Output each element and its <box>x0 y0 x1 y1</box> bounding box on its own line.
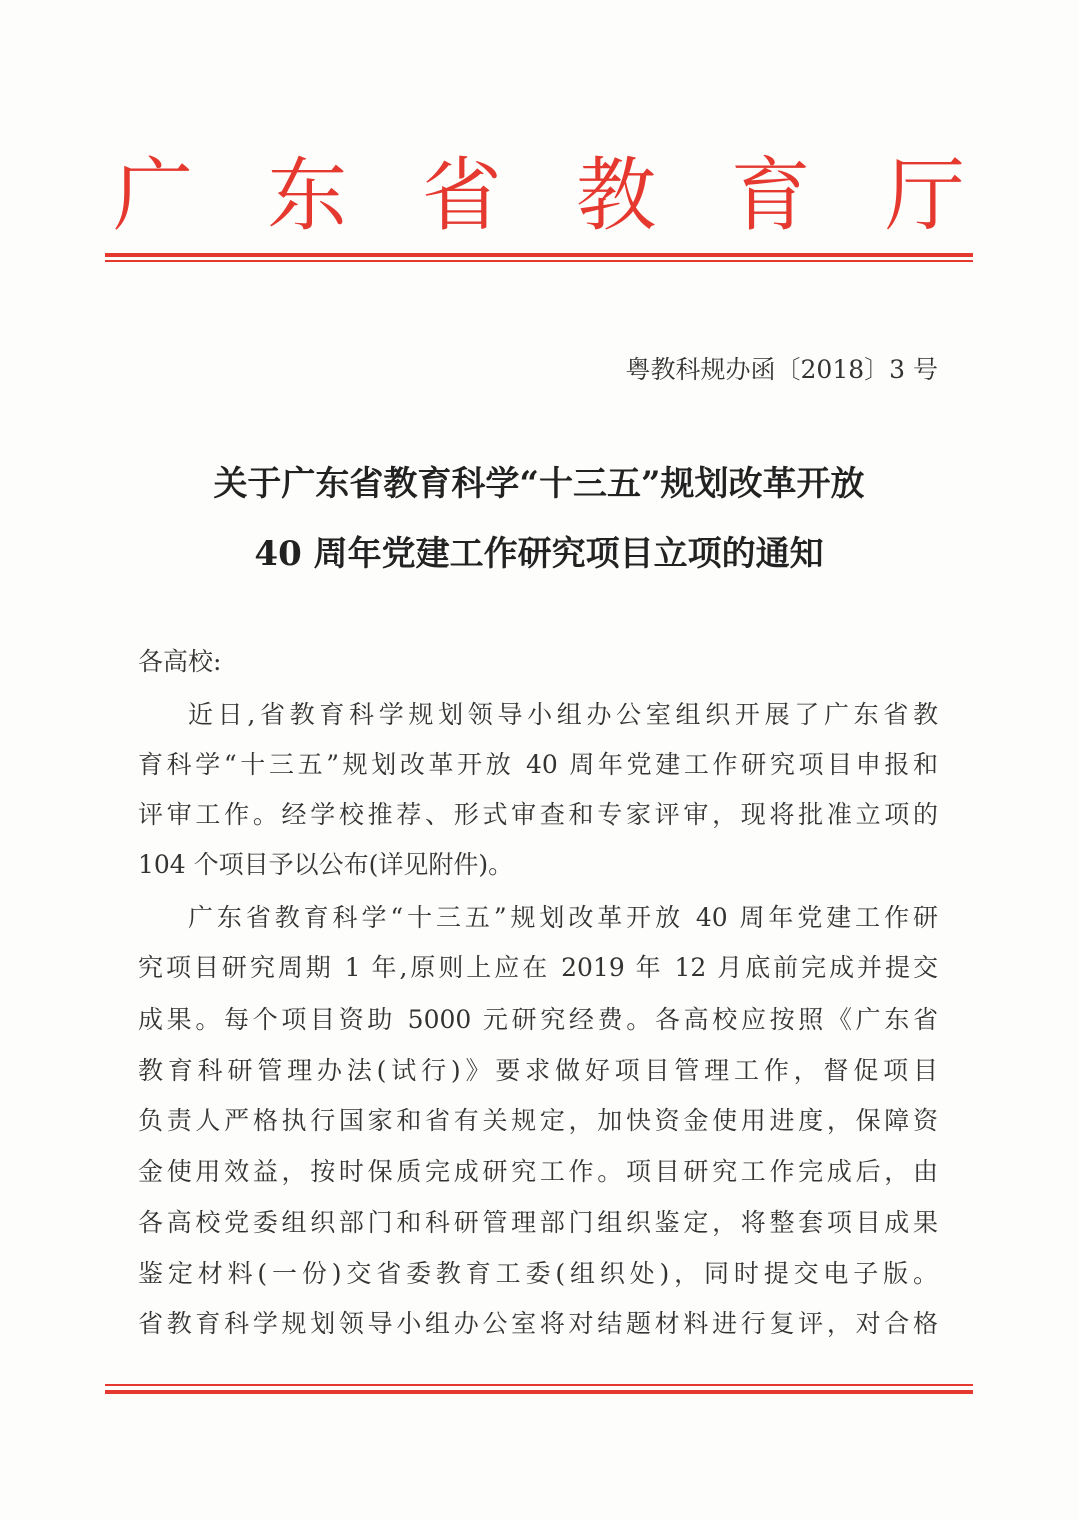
letterhead-char: 厅 <box>884 149 965 242</box>
paragraph-1-line: 育科学“十三五”规划改革开放 40 周年党建工作研究项目申报和 <box>138 750 938 779</box>
letterhead-divider-thick <box>105 253 973 257</box>
paragraph-2-line: 金使用效益，按时保质完成研究工作。项目研究工作完成后，由 <box>138 1157 938 1186</box>
paragraph-2-line: 省教育科学规划领导小组办公室将对结题材料进行复评，对合格 <box>138 1309 938 1338</box>
letterhead-char: 省 <box>421 149 502 242</box>
letterhead-title <box>105 148 973 244</box>
paragraph-1-line: 104 个项目予以公布(详见附件)。 <box>138 850 514 879</box>
document-title-line-1: 关于广东省教育科学“十三五”规划改革开放 <box>213 464 865 504</box>
paragraph-2-line: 成果。每个项目资助 5000 元研究经费。各高校应按照《广东省 <box>138 1005 938 1034</box>
footer-divider-thin <box>105 1384 973 1386</box>
paragraph-2-line: 鉴定材料(一份)交省委教育工委(组织处)，同时提交电子版。 <box>138 1259 938 1288</box>
paragraph-2-line: 广东省教育科学“十三五”规划改革开放 40 周年党建工作研 <box>188 903 938 932</box>
salutation: 各高校: <box>138 647 222 676</box>
letterhead-char: 教 <box>576 149 657 242</box>
paragraph-1-line: 评审工作。经学校推荐、形式审查和专家评审，现将批准立项的 <box>138 800 938 829</box>
letterhead-char: 育 <box>730 149 811 242</box>
footer-divider-thick <box>105 1390 973 1394</box>
document-number: 粤教科规办函〔2018〕3 号 <box>625 355 938 384</box>
paragraph-1-line: 近日,省教育科学规划领导小组办公室组织开展了广东省教 <box>188 700 938 729</box>
letterhead-char: 广 <box>113 149 193 242</box>
paragraph-2-line: 负责人严格执行国家和省有关规定，加快资金使用进度，保障资 <box>138 1106 938 1135</box>
document-title-line-2: 40 周年党建工作研究项目立项的通知 <box>254 534 824 574</box>
letterhead-divider-thin <box>105 260 973 262</box>
paragraph-2-line: 究项目研究周期 1 年,原则上应在 2019 年 12 月底前完成并提交 <box>138 953 938 982</box>
letterhead-char: 东 <box>267 149 348 242</box>
paragraph-2-line: 教育科研管理办法(试行)》要求做好项目管理工作，督促项目 <box>138 1056 938 1085</box>
paragraph-2-line: 各高校党委组织部门和科研管理部门组织鉴定，将整套项目成果 <box>138 1208 938 1237</box>
